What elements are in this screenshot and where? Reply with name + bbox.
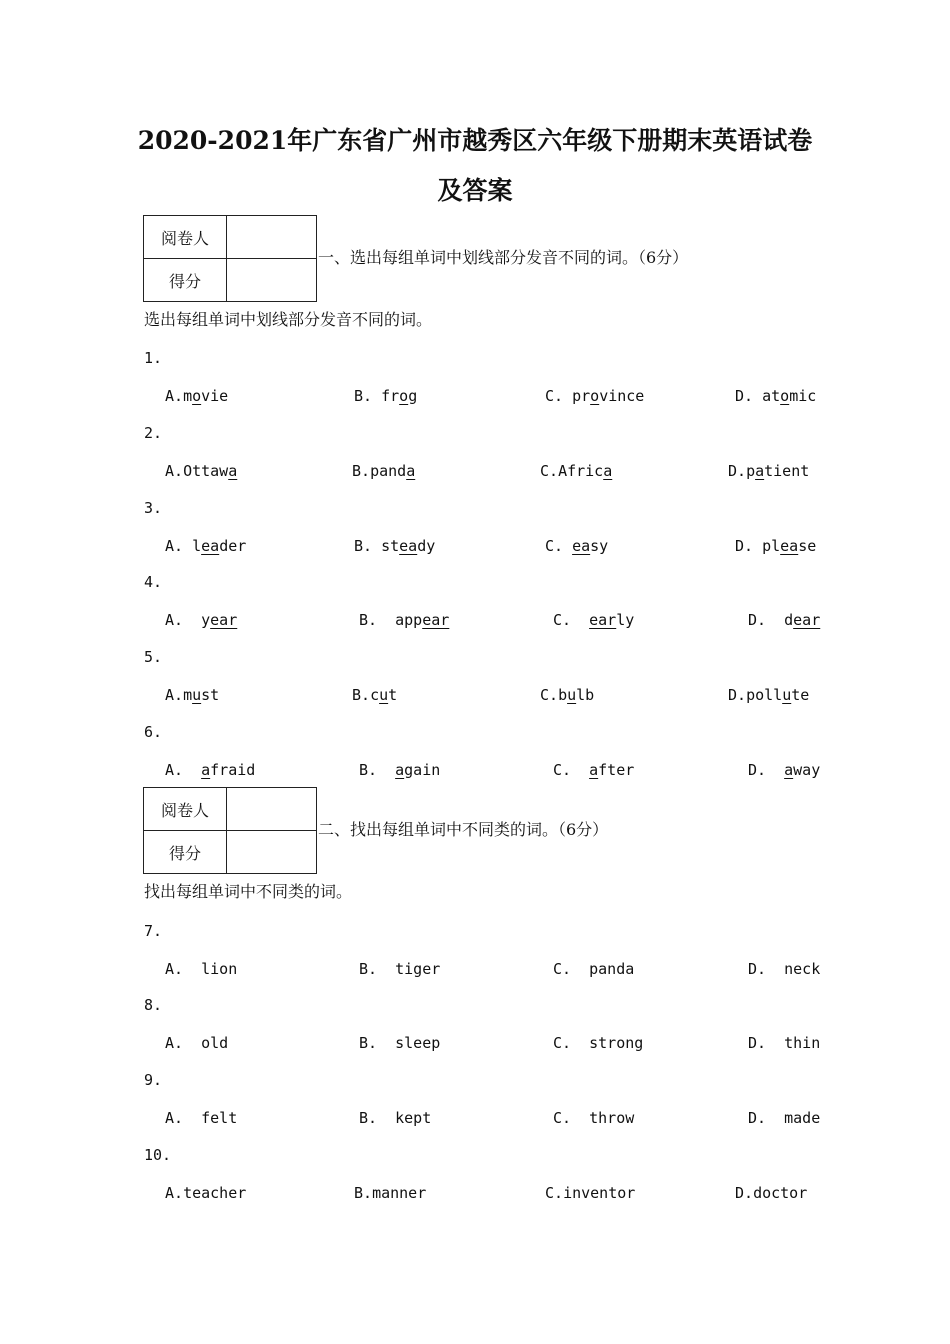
option-c: C.inventor — [545, 1184, 636, 1202]
option-a: A. year — [165, 611, 238, 629]
option-c: C. province — [545, 387, 645, 405]
option-d: D. please — [735, 537, 817, 555]
option-b: B.panda — [352, 462, 416, 480]
underlined-part: ear — [793, 611, 821, 629]
reviewer-label: 阅卷人 — [144, 788, 227, 831]
underlined-part: o — [780, 387, 790, 405]
underlined-part: ear — [422, 611, 450, 629]
underlined-part: a — [755, 462, 765, 480]
option-c: C. easy — [545, 537, 609, 555]
underlined-part: ea — [399, 537, 418, 555]
option-a: A. leader — [165, 537, 247, 555]
question-number: 7. — [144, 922, 163, 940]
option-c: C. early — [553, 611, 635, 629]
option-d: D.doctor — [735, 1184, 808, 1202]
option-b: B. frog — [354, 387, 418, 405]
option-a: A. afraid — [165, 761, 256, 779]
option-row — [0, 461, 950, 483]
option-b: B.manner — [354, 1184, 427, 1202]
option-b: B.cut — [352, 686, 398, 704]
score-cell — [227, 831, 317, 874]
option-c: C. after — [553, 761, 635, 779]
option-c: C. panda — [553, 960, 635, 978]
reviewer-label: 阅卷人 — [144, 216, 227, 259]
option-c: C. strong — [553, 1034, 644, 1052]
section-instruction: 选出每组单词中划线部分发音不同的词。 — [144, 310, 433, 329]
option-row — [0, 536, 950, 558]
score-label: 得分 — [144, 259, 227, 302]
underlined-part: a — [395, 761, 405, 779]
question-number: 9. — [144, 1071, 163, 1089]
reviewer-cell — [227, 788, 317, 831]
underlined-part: a — [406, 462, 416, 480]
option-a: A. lion — [165, 960, 238, 978]
option-a: A. old — [165, 1034, 229, 1052]
option-c: C.Africa — [540, 462, 613, 480]
option-a: A.Ottawa — [165, 462, 238, 480]
underlined-part: ea — [572, 537, 591, 555]
option-row — [0, 959, 950, 981]
option-b: B. steady — [354, 537, 436, 555]
option-b: B. kept — [359, 1109, 432, 1127]
page-title-continued: 及答案 — [437, 176, 513, 205]
option-row — [0, 610, 950, 632]
underlined-part: a — [228, 462, 238, 480]
score-label: 得分 — [144, 831, 227, 874]
question-number: 6. — [144, 723, 163, 741]
page-title: 2020-2021年广东省广州市越秀区六年级下册期末英语试卷 — [137, 126, 813, 155]
underlined-part: u — [782, 686, 792, 704]
option-d: D. dear — [748, 611, 821, 629]
section-heading: 一、选出每组单词中划线部分发音不同的词。（6分） — [318, 248, 689, 267]
option-a: A.teacher — [165, 1184, 247, 1202]
underlined-part: o — [590, 387, 600, 405]
question-number: 3. — [144, 499, 163, 517]
option-row — [0, 386, 950, 408]
option-d: D. thin — [748, 1034, 821, 1052]
option-d: D.patient — [728, 462, 810, 480]
option-b: B. tiger — [359, 960, 441, 978]
underlined-part: a — [784, 761, 794, 779]
section-instruction: 找出每组单词中不同类的词。 — [144, 882, 353, 901]
underlined-part: ea — [780, 537, 799, 555]
option-c: C.bulb — [540, 686, 595, 704]
option-d: D. atomic — [735, 387, 817, 405]
underlined-part: u — [567, 686, 577, 704]
score-cell — [227, 259, 317, 302]
underlined-part: u — [192, 686, 202, 704]
option-row — [0, 1108, 950, 1130]
option-d: D. made — [748, 1109, 821, 1127]
question-number: 8. — [144, 996, 163, 1014]
underlined-part: a — [201, 761, 211, 779]
option-a: A.movie — [165, 387, 229, 405]
option-c: C. throw — [553, 1109, 635, 1127]
underlined-part: u — [379, 686, 389, 704]
question-number: 10. — [144, 1146, 172, 1164]
score-table — [143, 787, 317, 874]
option-b: B. again — [359, 761, 441, 779]
question-number: 4. — [144, 573, 163, 591]
question-number: 1. — [144, 349, 163, 367]
score-table — [143, 215, 317, 302]
underlined-part: ear — [210, 611, 238, 629]
option-row — [0, 1183, 950, 1205]
underlined-part: ea — [201, 537, 220, 555]
option-a: A.must — [165, 686, 220, 704]
underlined-part: o — [399, 387, 409, 405]
option-row — [0, 1033, 950, 1055]
option-b: B. sleep — [359, 1034, 441, 1052]
option-row — [0, 685, 950, 707]
option-d: D. neck — [748, 960, 821, 978]
question-number: 5. — [144, 648, 163, 666]
option-d: D.pollute — [728, 686, 810, 704]
option-d: D. away — [748, 761, 821, 779]
reviewer-cell — [227, 216, 317, 259]
underlined-part: a — [589, 761, 599, 779]
underlined-part: a — [603, 462, 613, 480]
section-heading: 二、找出每组单词中不同类的词。（6分） — [318, 820, 609, 839]
option-row — [0, 760, 950, 782]
option-a: A. felt — [165, 1109, 238, 1127]
underlined-part: o — [192, 387, 202, 405]
question-number: 2. — [144, 424, 163, 442]
underlined-part: ear — [589, 611, 617, 629]
option-b: B. appear — [359, 611, 450, 629]
